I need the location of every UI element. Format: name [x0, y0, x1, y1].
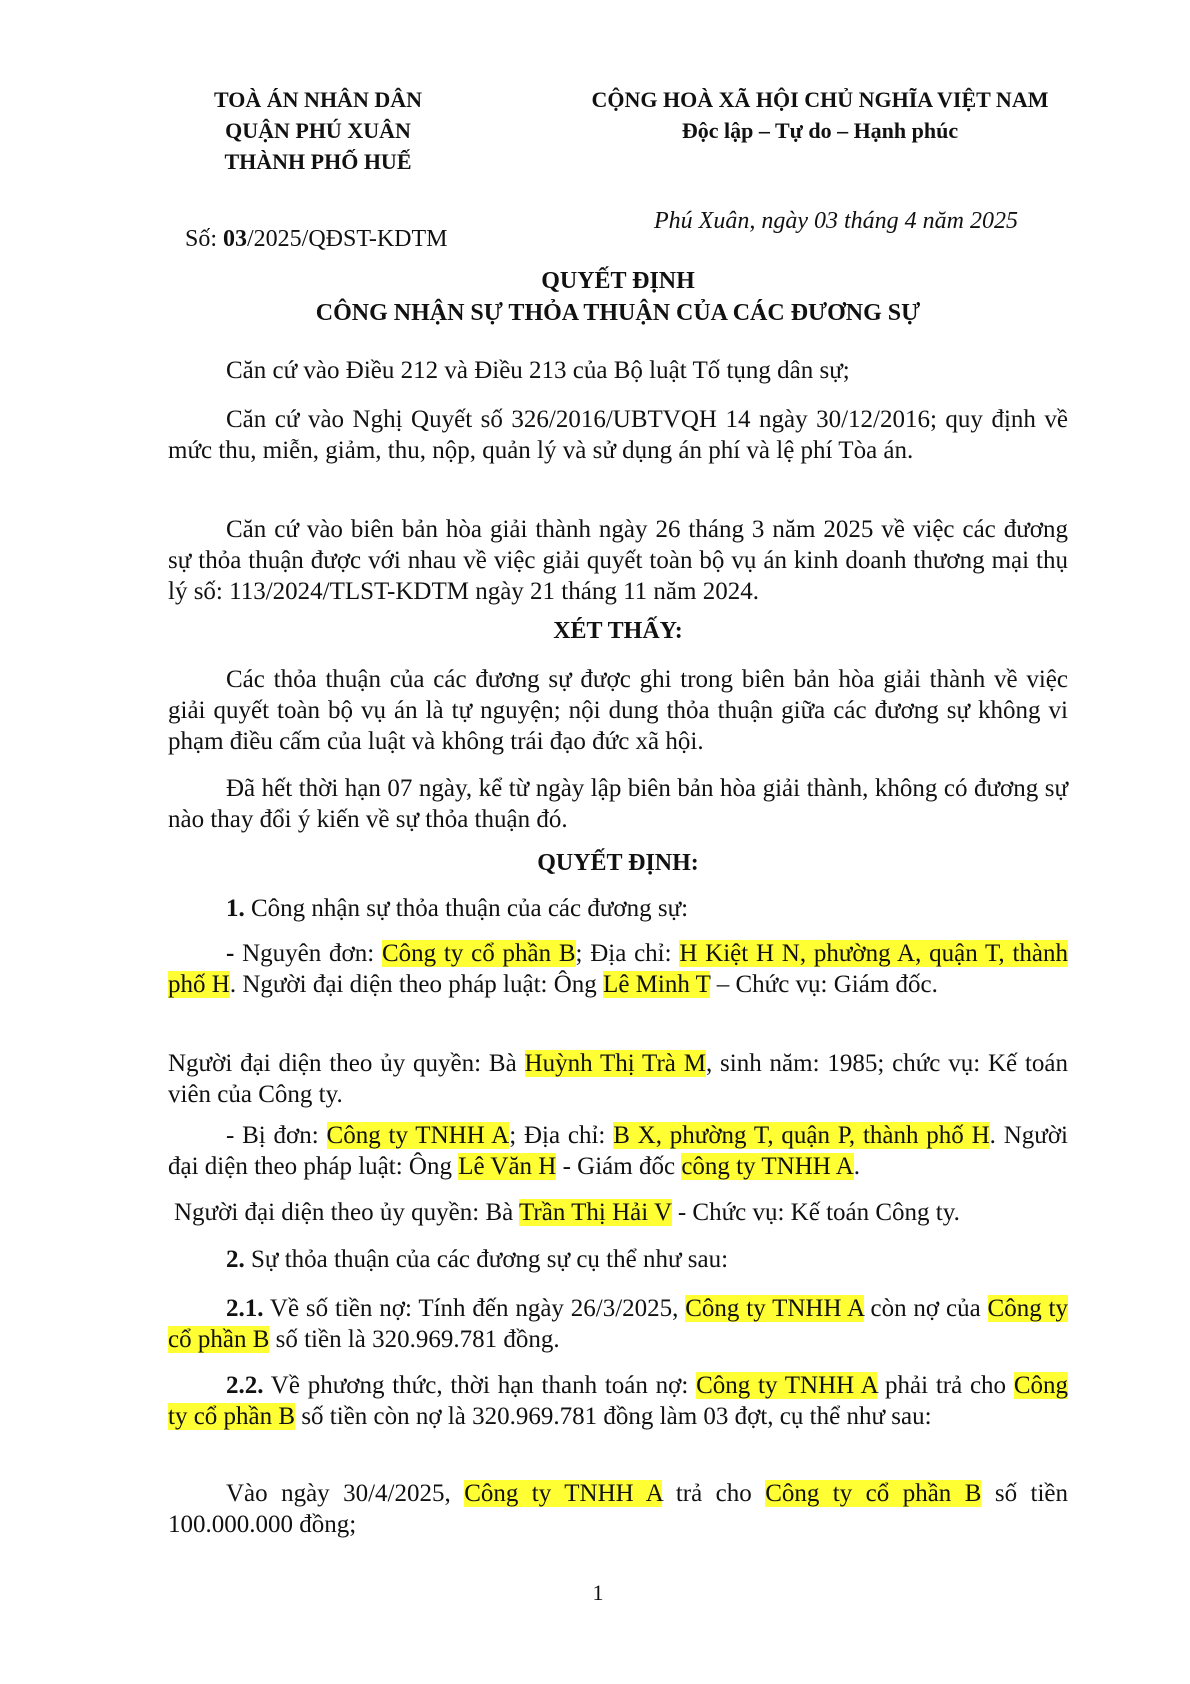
plaintiff-label: Nguyên đơn: [242, 940, 382, 967]
court-line-3: THÀNH PHỐ HUẾ [224, 149, 412, 174]
defendant-auth-name: Trần Thị Hải V [519, 1199, 672, 1226]
findings-heading: XÉT THẤY: [553, 618, 683, 644]
basis-paragraph-3: Căn cứ vào biên bản hòa giải thành ngày 26 tháng 3 năm 2025 về việc các đương sự thỏa thuận được với nhau về việc giải quyết toàn bộ vụ án kinh doanh thương mại thụ lý số: 113/2024/TLST-KDTM ngày 21 tháng 11 năm 2024. [168, 516, 1068, 605]
installment-1-company-b: Công ty cổ phần B [765, 1480, 982, 1507]
page-number: 1 [592, 1580, 604, 1605]
defendant-auth-details: - Chức vụ: Kế toán Công ty. [671, 1199, 960, 1226]
item-1-number: 1. [226, 895, 245, 922]
plaintiff-rep-title: – Chức vụ: Giám đốc. [710, 971, 938, 998]
decision-number [185, 226, 447, 253]
court-name-block [168, 84, 468, 177]
basis-paragraph-2: Căn cứ vào Nghị Quyết số 326/2016/UBTVQH 14 ngày 30/12/2016; quy định về mức thu, miễn, giảm, thu, nộp, quản lý và sử dụng án phí và lệ phí Tòa án. [168, 406, 1068, 464]
plaintiff-auth-label: Người đại diện theo ủy quyền: Bà [168, 1050, 525, 1077]
plaintiff-address-label: ; Địa chỉ: [575, 940, 680, 967]
findings-paragraph-1: Các thỏa thuận của các đương sự được ghi trong biên bản hòa giải thành về việc giải quyết toàn bộ vụ án là tự nguyện; nội dung thỏa thuận giữa các đương sự không vi phạm điều cấm của luật và không trái đạo đức xã hội. [168, 666, 1068, 755]
basis-paragraph-1: Căn cứ vào Điều 212 và Điều 213 của Bộ luật Tố tụng dân sự; [226, 357, 850, 384]
item-2-2-company-b: Công ty cổ phần B [168, 1372, 1068, 1430]
plaintiff-company: Công ty cổ phần B [381, 940, 576, 967]
plaintiff-address: H Kiệt H N, phường A, quận T, thành phố H [168, 940, 1068, 998]
item-2-2-text-3: số tiền còn nợ là 320.969.781 đồng làm 03 đợt, cụ thể như sau: [295, 1403, 932, 1430]
plaintiff-rep-label: . Người đại diện theo pháp luật: Ông [229, 971, 604, 998]
defendant-rep-end: . [853, 1153, 861, 1180]
nation-title: CỘNG HOÀ XÃ HỘI CHỦ NGHĨA VIỆT NAM [591, 87, 1049, 112]
installment-1 [168, 1478, 1068, 1540]
defendant-label: - Bị đơn: [226, 1122, 327, 1149]
defendant-rep-company: công ty TNHH A [681, 1153, 854, 1180]
court-line-2: QUẬN PHÚ XUÂN [225, 118, 411, 143]
item-2-1-text-3: số tiền là 320.969.781 đồng. [269, 1326, 560, 1353]
defendant-rep-name: Lê Văn H [458, 1153, 557, 1180]
plaintiff-dash: - [226, 940, 243, 967]
defendant-rep-title: - Giám đốc [556, 1153, 682, 1180]
defendant-company: Công ty TNHH A [326, 1122, 510, 1149]
document-title: QUYẾT ĐỊNH [541, 268, 695, 294]
plaintiff-auth-details: , sinh năm: 1985; chức vụ: Kế toán viên của Công ty. [168, 1050, 1068, 1108]
installment-1-text-1: Vào ngày 30/4/2025, [226, 1480, 465, 1507]
plaintiff-rep-name: Lê Minh T [603, 971, 711, 998]
item-2-number: 2. [226, 1246, 245, 1273]
installment-1-company-a: Công ty TNHH A [464, 1480, 663, 1507]
defendant-paragraph [168, 1120, 1068, 1182]
findings-paragraph-2: Đã hết thời hạn 07 ngày, kể từ ngày lập biên bản hòa giải thành, không có đương sự nào thay đổi ý kiến về sự thỏa thuận đó. [168, 775, 1068, 833]
decision-item-2-1 [168, 1293, 1068, 1355]
item-2-2-text-2: phải trả cho [877, 1372, 1014, 1399]
item-2-1-text-2: còn nợ của [863, 1295, 988, 1322]
defendant-rep-label: . Người đại diện theo pháp luật: Ông [168, 1122, 1068, 1180]
number-prefix: Số: [185, 226, 224, 252]
decision-item-2 [168, 1244, 1068, 1275]
item-2-1-text-1: Về số tiền nợ: Tính đến ngày 26/3/2025, [263, 1295, 686, 1322]
plaintiff-paragraph [168, 938, 1068, 1000]
installment-1-text-3: số tiền 100.000.000 đồng; [168, 1480, 1069, 1538]
item-2-2-company-a: Công ty TNHH A [696, 1372, 878, 1399]
item-2-1-number: 2.1. [226, 1295, 264, 1322]
place-date: Phú Xuân, ngày 03 tháng 4 năm 2025 [654, 208, 1018, 234]
nation-motto: Độc lập – Tự do – Hạnh phúc [681, 118, 959, 143]
decision-item-1 [168, 893, 1068, 924]
defendant-auth-label: Người đại diện theo ủy quyền: Bà [174, 1199, 520, 1226]
item-1-text: Công nhận sự thỏa thuận của các đương sự: [244, 895, 689, 922]
item-2-2-number: 2.2. [226, 1372, 264, 1399]
item-2-2-text-1: Về phương thức, thời hạn thanh toán nợ: [263, 1372, 697, 1399]
item-2-text: Sự thỏa thuận của các đương sự cụ thể như sau: [244, 1246, 729, 1273]
item-2-1-company-a: Công ty TNHH A [685, 1295, 864, 1322]
defendant-address: B X, phường T, quận P, thành phố H [613, 1122, 990, 1149]
court-line-1: TOÀ ÁN NHÂN DÂN [214, 87, 422, 112]
document-subtitle: CÔNG NHẬN SỰ THỎA THUẬN CỦA CÁC ĐƯƠNG SỰ [315, 300, 921, 326]
number-suffix: /2025/QĐST-KDTM [247, 226, 448, 252]
number-value: 03 [223, 226, 248, 252]
installment-1-text-2: trả cho [662, 1480, 766, 1507]
decision-heading: QUYẾT ĐỊNH: [537, 850, 699, 876]
decision-item-2-2 [168, 1370, 1068, 1432]
plaintiff-authorized-rep [168, 1048, 1068, 1110]
defendant-address-label: ; Địa chỉ: [509, 1122, 614, 1149]
item-2-1-company-b: Công ty cổ phần B [168, 1295, 1068, 1353]
national-motto-block [520, 84, 1120, 146]
defendant-authorized-rep [174, 1197, 1074, 1228]
plaintiff-auth-name: Huỳnh Thị Trà M [524, 1050, 706, 1077]
